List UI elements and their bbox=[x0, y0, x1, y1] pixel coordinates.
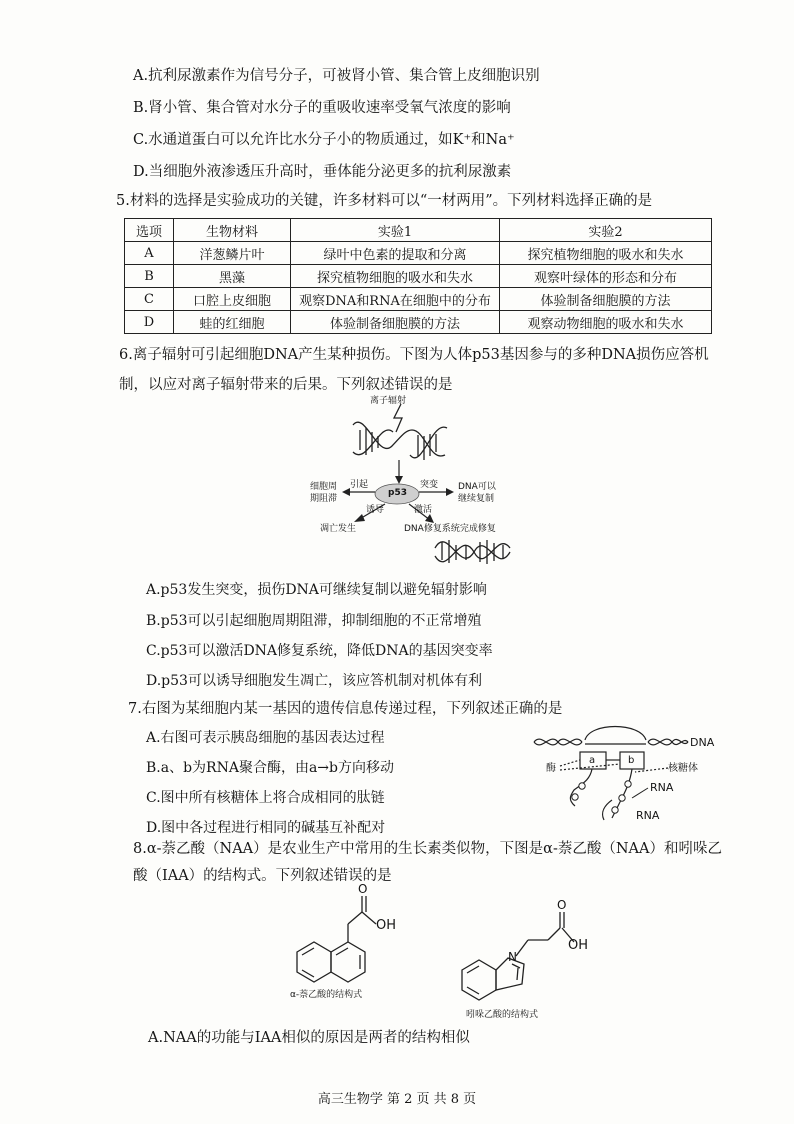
q5-stem: 5.材料的选择是实验成功的关键，许多材料可以“一材两用”。下列材料选择正确的是 bbox=[116, 193, 653, 209]
q7-option-d: D.图中各过程进行相同的碱基互补配对 bbox=[146, 820, 386, 836]
table-cell: 探究植物细胞的吸水和失水 bbox=[500, 242, 712, 265]
dna-replicate-label-2: 继续复制 bbox=[458, 494, 495, 504]
dna-replicate-label-1: DNA可以 bbox=[458, 482, 496, 492]
dna-label: DNA bbox=[690, 736, 715, 749]
table-cell: D bbox=[125, 311, 174, 334]
q8-stem-line2: 酸（IAA）的结构式。下列叙述错误的是 bbox=[133, 868, 392, 884]
table-cell: 体验制备细胞膜的方法 bbox=[291, 311, 500, 334]
q4-option-d: D.当细胞外液渗透压升高时，垂体能分泌更多的抗利尿激素 bbox=[133, 164, 512, 180]
table-cell: B bbox=[125, 265, 174, 288]
table-cell: 观察叶绿体的形态和分布 bbox=[500, 265, 712, 288]
table-header: 实验2 bbox=[500, 219, 712, 242]
q7-stem: 7.右图为某细胞内某一基因的遗传信息传递过程，下列叙述正确的是 bbox=[128, 701, 563, 717]
table-cell: 口腔上皮细胞 bbox=[174, 288, 291, 311]
q4-option-b: B.肾小管、集合管对水分子的重吸收速率受氧气浓度的影响 bbox=[133, 100, 511, 116]
table-cell: 黑藻 bbox=[174, 265, 291, 288]
naa-caption: α-萘乙酸的结构式 bbox=[290, 990, 363, 1000]
q6-option-a: A.p53发生突变，损伤DNA可继续复制以避免辐射影响 bbox=[146, 582, 487, 598]
table-cell: 探究植物细胞的吸水和失水 bbox=[291, 265, 500, 288]
table-header: 实验1 bbox=[291, 219, 500, 242]
table-header: 选项 bbox=[125, 219, 174, 242]
rna-label-1: RNA bbox=[650, 781, 674, 794]
naa-oh-label: OH bbox=[376, 918, 397, 933]
q6-option-b: B.p53可以引起细胞周期阻滞，抑制细胞的不正常增殖 bbox=[146, 613, 482, 629]
rna-label-2: RNA bbox=[636, 809, 660, 822]
table-cell: C bbox=[125, 288, 174, 311]
table-cell: 洋葱鳞片叶 bbox=[174, 242, 291, 265]
q7-option-c: C.图中所有核糖体上将合成相同的肽链 bbox=[146, 790, 385, 806]
table-cell: 绿叶中色素的提取和分离 bbox=[291, 242, 500, 265]
table-cell: 观察DNA和RNA在细胞中的分布 bbox=[291, 288, 500, 311]
apoptosis-label: 凋亡发生 bbox=[320, 524, 357, 534]
q8-stem-line1: 8.α-萘乙酸（NAA）是农业生产中常用的生长素类似物，下图是α-萘乙酸（NAA）和吲哚乙 bbox=[133, 841, 722, 857]
q7-option-b: B.a、b为RNA聚合酶，由a→b方向移动 bbox=[146, 760, 394, 776]
table-cell: 体验制备细胞膜的方法 bbox=[500, 288, 712, 311]
q8-option-a: A.NAA的功能与IAA相似的原因是两者的结构相似 bbox=[148, 1030, 470, 1046]
activate-label: 激活 bbox=[414, 505, 433, 515]
q4-option-c: C.水通道蛋白可以允许比水分子小的物质通过，如K⁺和Na⁺ bbox=[133, 132, 515, 148]
iaa-caption: 吲哚乙酸的结构式 bbox=[466, 1010, 539, 1020]
naa-o-label: O bbox=[358, 882, 368, 896]
repair-label: DNA修复系统完成修复 bbox=[404, 524, 496, 534]
cycle-arrest-label-1: 细胞周 bbox=[310, 482, 338, 492]
iaa-n-label: N bbox=[508, 950, 517, 964]
ribosome-label: 核糖体 bbox=[668, 763, 698, 774]
enzyme-b-label: b bbox=[628, 755, 635, 766]
iaa-oh-label: OH bbox=[568, 938, 589, 953]
page-footer: 高三生物学 第 2 页 共 8 页 bbox=[317, 1092, 477, 1107]
q6-stem-line1: 6.离子辐射可引起细胞DNA产生某种损伤。下图为人体p53基因参与的多种DNA损伤应答机 bbox=[119, 347, 709, 363]
radiation-label: 离子辐射 bbox=[370, 396, 407, 406]
table-header: 生物材料 bbox=[174, 219, 291, 242]
table-cell: 蛙的红细胞 bbox=[174, 311, 291, 334]
iaa-o-label: O bbox=[557, 898, 567, 912]
q6-option-d: D.p53可以诱导细胞发生凋亡，该应答机制对机体有利 bbox=[146, 673, 482, 689]
cycle-arrest-label-2: 期阻滞 bbox=[310, 494, 338, 504]
induce-label: 诱导 bbox=[366, 505, 385, 515]
q7-option-a: A.右图可表示胰岛细胞的基因表达过程 bbox=[146, 730, 385, 746]
enzyme-a-label: a bbox=[589, 755, 596, 766]
table-cell: A bbox=[125, 242, 174, 265]
p53-label: p53 bbox=[388, 488, 407, 498]
enzyme-label: 酶 bbox=[546, 763, 556, 774]
mutation-label: 突变 bbox=[420, 480, 439, 490]
q6-stem-line2: 制，以应对离子辐射带来的后果。下列叙述错误的是 bbox=[119, 377, 453, 393]
trigger-label: 引起 bbox=[350, 480, 369, 490]
q4-option-a: A.抗利尿激素作为信号分子，可被肾小管、集合管上皮细胞识别 bbox=[133, 68, 540, 84]
table-cell: 观察动物细胞的吸水和失水 bbox=[500, 311, 712, 334]
q6-option-c: C.p53可以激活DNA修复系统，降低DNA的基因突变率 bbox=[146, 643, 493, 659]
